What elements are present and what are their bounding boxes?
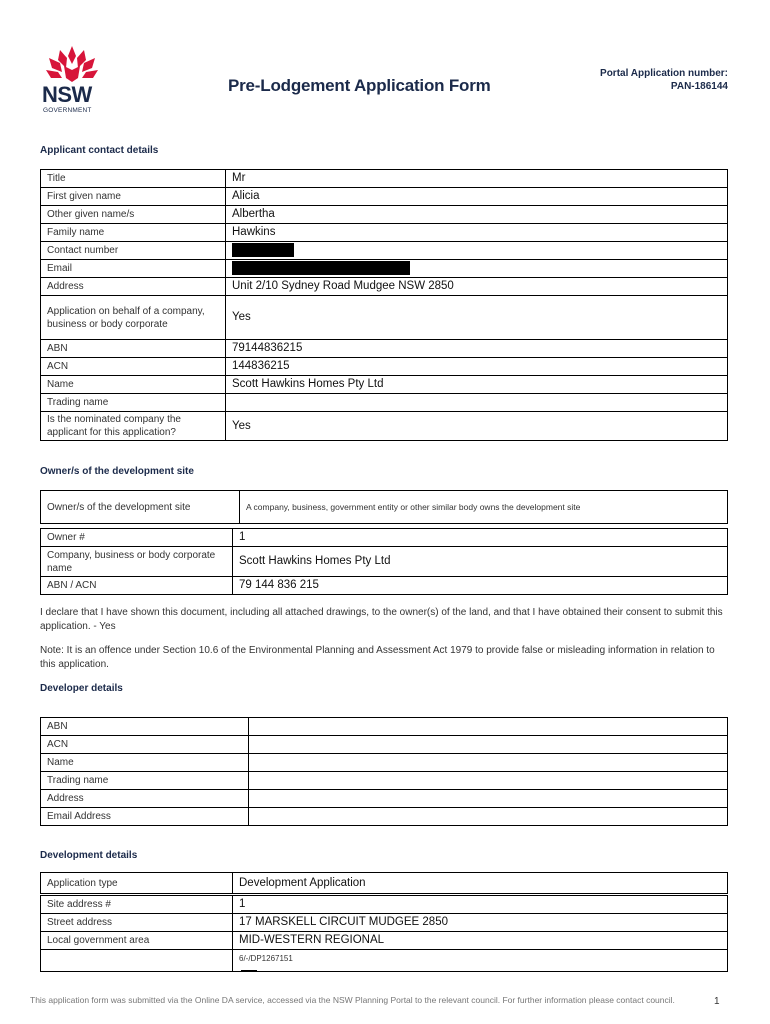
row-label: Email Address [41,808,249,826]
table-row [41,790,728,808]
logo-text: NSW [42,82,92,107]
owner-type-table [40,490,728,524]
row-value: 144836215 [226,358,728,376]
row-label: Address [41,790,249,808]
row-label: Address [41,278,226,296]
table-row [41,772,728,790]
table-row [41,873,728,894]
page-title: Pre-Lodgement Application Form [228,76,491,95]
row-label: Title [41,170,226,188]
row-value: MID-WESTERN REGIONAL [233,932,728,950]
row-value [249,790,728,808]
development-heading: Development details [40,850,138,861]
row-label: Owner/s of the development site [41,491,240,524]
row-label: Company, business or body corporate name [41,547,233,577]
row-value: Unit 2/10 Sydney Road Mudgee NSW 2850 [226,278,728,296]
table-row [41,914,728,932]
email-value [226,260,728,278]
owner-details-table [40,528,728,595]
site-address-table [40,895,728,972]
table-row [41,736,728,754]
table-row [41,808,728,826]
row-value: Scott Hawkins Homes Pty Ltd [233,547,728,577]
row-value [226,394,728,412]
table-row [41,260,728,278]
table-row [41,296,728,340]
row-value: Albertha [226,206,728,224]
developer-heading: Developer details [40,683,123,694]
row-label: Name [41,376,226,394]
row-value [249,718,728,736]
table-row [41,340,728,358]
row-value: A company, business, government entity or other similar body owns the development site [240,491,728,524]
developer-table [40,717,728,826]
nsw-government-logo [40,44,104,118]
table-row [41,394,728,412]
row-value: Development Application [233,873,728,894]
table-row [41,932,728,950]
row-label: ACN [41,358,226,376]
table-row [41,491,728,524]
page-number: 1 [714,996,720,1007]
row-value: Yes [226,296,728,340]
row-label: ABN / ACN [41,577,233,595]
portal-application-number-label: Portal Application number: [600,68,728,79]
row-value: Scott Hawkins Homes Pty Ltd [226,376,728,394]
application-type-table [40,872,728,894]
logo-subtext: GOVERNMENT [43,107,92,114]
row-label: Family name [41,224,226,242]
table-row [41,224,728,242]
row-value: Alicia [226,188,728,206]
row-label: ACN [41,736,249,754]
row-value: Yes [226,412,728,441]
table-row [41,170,728,188]
portal-application-number: PAN-186144 [670,81,728,92]
row-value [249,754,728,772]
row-label: Local government area [41,932,233,950]
row-value: 79144836215 [226,340,728,358]
applicant-table [40,169,728,441]
table-row [41,376,728,394]
redaction-bar [232,261,410,275]
row-value: 17 MARSKELL CIRCUIT MUDGEE 2850 [233,914,728,932]
row-label: Is the nominated company the applicant for this application? [41,412,226,441]
row-label: ABN [41,340,226,358]
redaction-bar [232,243,294,257]
table-row [41,547,728,577]
row-value: 1 [233,529,728,547]
table-row [41,529,728,547]
table-row [41,412,728,441]
table-row [41,718,728,736]
table-row [41,577,728,595]
contact-number-value [226,242,728,260]
table-row [41,896,728,914]
row-label: First given name [41,188,226,206]
row-label: Site address # [41,896,233,914]
row-value [249,808,728,826]
lot-value: 6/-/DP1267151 [233,950,728,972]
row-label: Trading name [41,772,249,790]
footer-text: This application form was submitted via the Online DA service, accessed via the NSW Planning Portal to the relevant council. For further information please contact council. [30,995,675,1005]
table-row [41,278,728,296]
owners-heading: Owner/s of the development site [40,466,194,477]
row-label: Trading name [41,394,226,412]
table-row [41,358,728,376]
row-value [249,736,728,754]
row-label: ABN [41,718,249,736]
offence-note: Note: It is an offence under Section 10.6 of the Environmental Planning and Assessment Act 1979 to provide false or misleading information in relation to this application. [40,645,715,670]
row-label: Application on behalf of a company, business or body corporate [41,296,226,340]
row-label: Contact number [41,242,226,260]
row-label: Other given name/s [41,206,226,224]
row-value: 79 144 836 215 [233,577,728,595]
row-value: Mr [226,170,728,188]
row-value: Hawkins [226,224,728,242]
table-row [41,754,728,772]
table-row [41,206,728,224]
row-label [41,950,233,972]
row-label: Name [41,754,249,772]
owner-consent-declaration: I declare that I have shown this document, including all attached drawings, to the owner(s) of the land, and that I have obtained their consent to submit this application. - Yes [40,607,723,632]
row-label: Email [41,260,226,278]
table-row [41,242,728,260]
table-row [41,188,728,206]
table-row [41,950,728,972]
applicant-heading: Applicant contact details [40,145,159,156]
row-value [249,772,728,790]
checkbox-fragment [241,970,257,977]
row-label: Application type [41,873,233,894]
row-label: Owner # [41,529,233,547]
row-value: 1 [233,896,728,914]
row-label: Street address [41,914,233,932]
